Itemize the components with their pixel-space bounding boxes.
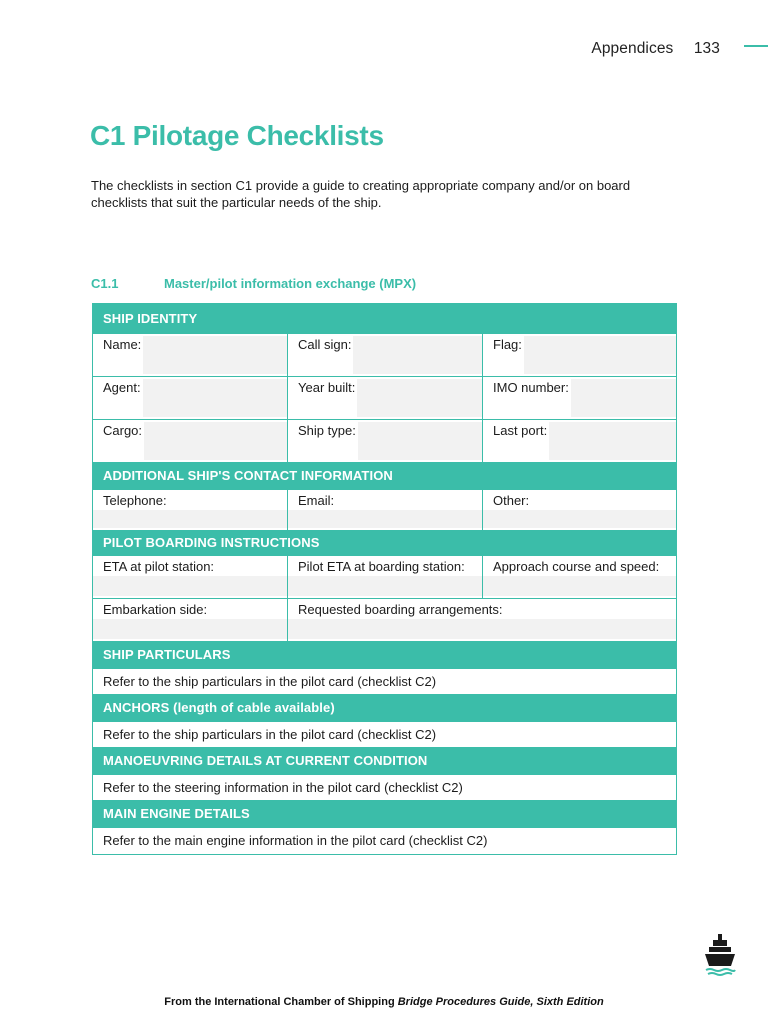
pilot-eta-boarding-field[interactable] — [288, 556, 483, 598]
field-label: Cargo: — [103, 423, 143, 438]
field-input[interactable] — [549, 422, 676, 460]
form-row — [93, 420, 676, 463]
intro-paragraph: The checklists in section C1 provide a guide to creating appropriate company and/or on board checklists that suit the particular needs of the ship. — [91, 178, 631, 210]
field-label: Call sign: — [298, 337, 352, 352]
section-heading-ship-particulars: SHIP PARTICULARS — [93, 642, 676, 669]
field-label: Agent: — [103, 380, 141, 395]
field-input[interactable] — [483, 510, 676, 528]
field-input[interactable] — [288, 576, 482, 596]
mpx-form — [92, 303, 677, 855]
other-contact-field[interactable] — [483, 490, 676, 530]
call-sign-field[interactable] — [288, 334, 483, 376]
field-input[interactable] — [524, 336, 676, 374]
reference-note: Refer to the ship particulars in the pilot card (checklist C2) — [93, 669, 676, 695]
field-input[interactable] — [288, 510, 482, 528]
form-row — [93, 490, 676, 531]
section-heading-anchors: ANCHORS (length of cable available) — [93, 695, 676, 722]
section-heading-main-engine: MAIN ENGINE DETAILS — [93, 801, 676, 828]
field-input[interactable] — [288, 619, 676, 639]
field-label: Other: — [493, 493, 530, 508]
field-label: Pilot ETA at boarding station: — [298, 559, 465, 574]
subsection-heading — [91, 276, 416, 291]
subsection-title: Master/pilot information exchange (MPX) — [164, 276, 417, 291]
form-row — [93, 599, 676, 642]
page-footer — [0, 996, 768, 1008]
field-label: Approach course and speed: — [493, 559, 660, 574]
cargo-field[interactable] — [93, 420, 288, 462]
field-input[interactable] — [571, 379, 676, 417]
field-input[interactable] — [358, 422, 482, 460]
field-label: Last port: — [493, 423, 548, 438]
field-input[interactable] — [353, 336, 482, 374]
field-label: Embarkation side: — [103, 602, 208, 617]
telephone-field[interactable] — [93, 490, 288, 530]
field-label: Email: — [298, 493, 335, 508]
ship-icon — [704, 934, 736, 978]
boarding-arrangements-field[interactable] — [288, 599, 676, 641]
field-input[interactable] — [93, 619, 287, 639]
field-input[interactable] — [143, 336, 287, 374]
running-head — [591, 40, 720, 58]
page-number: 133 — [693, 40, 720, 57]
field-label: Requested boarding arrangements: — [298, 602, 503, 617]
field-input[interactable] — [93, 576, 287, 596]
field-label: Flag: — [493, 337, 522, 352]
running-head-section: Appendices — [591, 40, 674, 57]
footer-prefix: From the International Chamber of Shipping — [164, 996, 395, 1008]
field-label: ETA at pilot station: — [103, 559, 215, 574]
ship-type-field[interactable] — [288, 420, 483, 462]
embarkation-side-field[interactable] — [93, 599, 288, 641]
subsection-number: C1.1 — [91, 276, 119, 291]
imo-number-field[interactable] — [483, 377, 676, 419]
eta-pilot-station-field[interactable] — [93, 556, 288, 598]
field-input[interactable] — [357, 379, 482, 417]
field-input[interactable] — [144, 422, 287, 460]
reference-note: Refer to the main engine information in the pilot card (checklist C2) — [103, 833, 488, 848]
field-input[interactable] — [483, 576, 676, 596]
footer-book-title: Bridge Procedures Guide, Sixth Edition — [397, 996, 604, 1008]
field-label: Ship type: — [298, 423, 356, 438]
year-built-field[interactable] — [288, 377, 483, 419]
section-heading-contact: ADDITIONAL SHIP'S CONTACT INFORMATION — [93, 463, 676, 490]
last-port-field[interactable] — [483, 420, 676, 462]
reference-note: Refer to the ship particulars in the pilot card (checklist C2) — [93, 722, 676, 748]
form-row — [93, 556, 676, 599]
approach-course-speed-field[interactable] — [483, 556, 676, 598]
field-label: Name: — [103, 337, 142, 352]
agent-field[interactable] — [93, 377, 288, 419]
page-title: C1 Pilotage Checklists — [90, 120, 384, 151]
section-heading-boarding: PILOT BOARDING INSTRUCTIONS — [93, 531, 676, 556]
field-input[interactable] — [143, 379, 287, 417]
field-label: Telephone: — [103, 493, 167, 508]
name-field[interactable] — [93, 334, 288, 376]
form-row — [93, 377, 676, 420]
field-label: IMO number: — [493, 380, 569, 395]
section-heading-manoeuvring: MANOEUVRING DETAILS AT CURRENT CONDITION — [93, 748, 676, 775]
reference-note: Refer to the steering information in the pilot card (checklist C2) — [93, 775, 676, 801]
flag-field[interactable] — [483, 334, 676, 376]
section-heading-ship-identity: SHIP IDENTITY — [93, 304, 676, 334]
field-label: Year built: — [298, 380, 356, 395]
header-rule — [744, 45, 768, 47]
email-field[interactable] — [288, 490, 483, 530]
field-input[interactable] — [93, 510, 287, 528]
form-row — [93, 334, 676, 377]
